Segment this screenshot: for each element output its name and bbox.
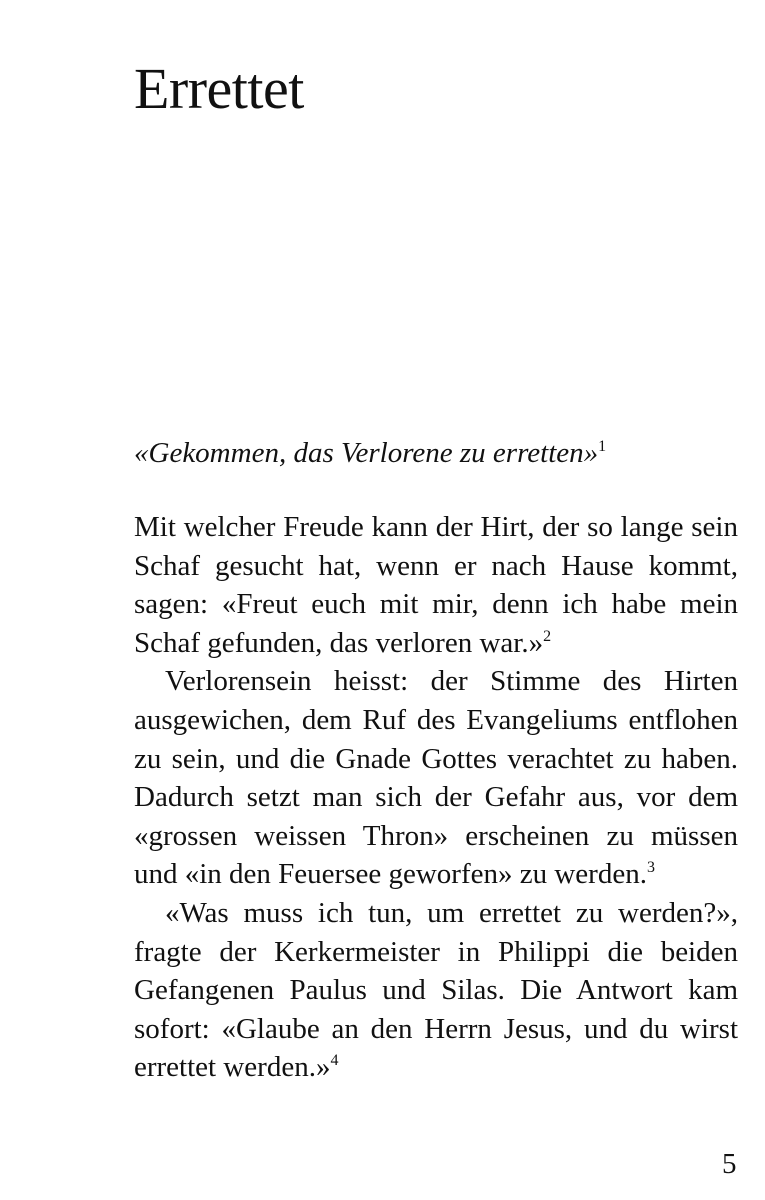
- paragraph-text: «Was muss ich tun, um errettet zu werden?», fragte der Kerkermeister in Philippi die beiden Gefangenen Paulus und Silas. Die Antwort kam sofort: «Glaube an den Herrn Jesus, und du wirst errettet werden.»: [134, 896, 738, 1084]
- footnote-ref: 3: [646, 859, 655, 877]
- paragraph: [134, 508, 738, 662]
- paragraph: [134, 662, 738, 894]
- paragraph: [134, 894, 738, 1087]
- footnote-ref: 1: [598, 438, 607, 455]
- paragraph-text: Mit welcher Freude kann der Hirt, der so lange sein Schaf gesucht hat, wenn er nach Hause kommt, sagen: «Freut euch mit mir, denn ich habe mein Schaf gefunden, das verloren war.»: [134, 511, 738, 659]
- paragraph-text: Verlorensein heisst: der Stimme des Hirten ausgewichen, dem Ruf des Evangeliums entflohen zu sein, und die Gnade Gottes verachtet zu haben. Dadurch setzt man sich der Gefahr aus, vor dem «grossen weissen Thron» erscheinen zu müssen und «in den Feuersee geworfen» zu werden.: [134, 665, 738, 891]
- footnote-ref: 2: [543, 627, 552, 645]
- chapter-title: Errettet: [134, 56, 304, 121]
- footnote-ref: 4: [330, 1052, 339, 1070]
- body-text: [134, 508, 738, 1087]
- epigraph-text: «Gekommen, das Verlorene zu erretten»: [134, 437, 599, 469]
- page-number: 5: [722, 1148, 737, 1180]
- epigraph: [134, 434, 606, 472]
